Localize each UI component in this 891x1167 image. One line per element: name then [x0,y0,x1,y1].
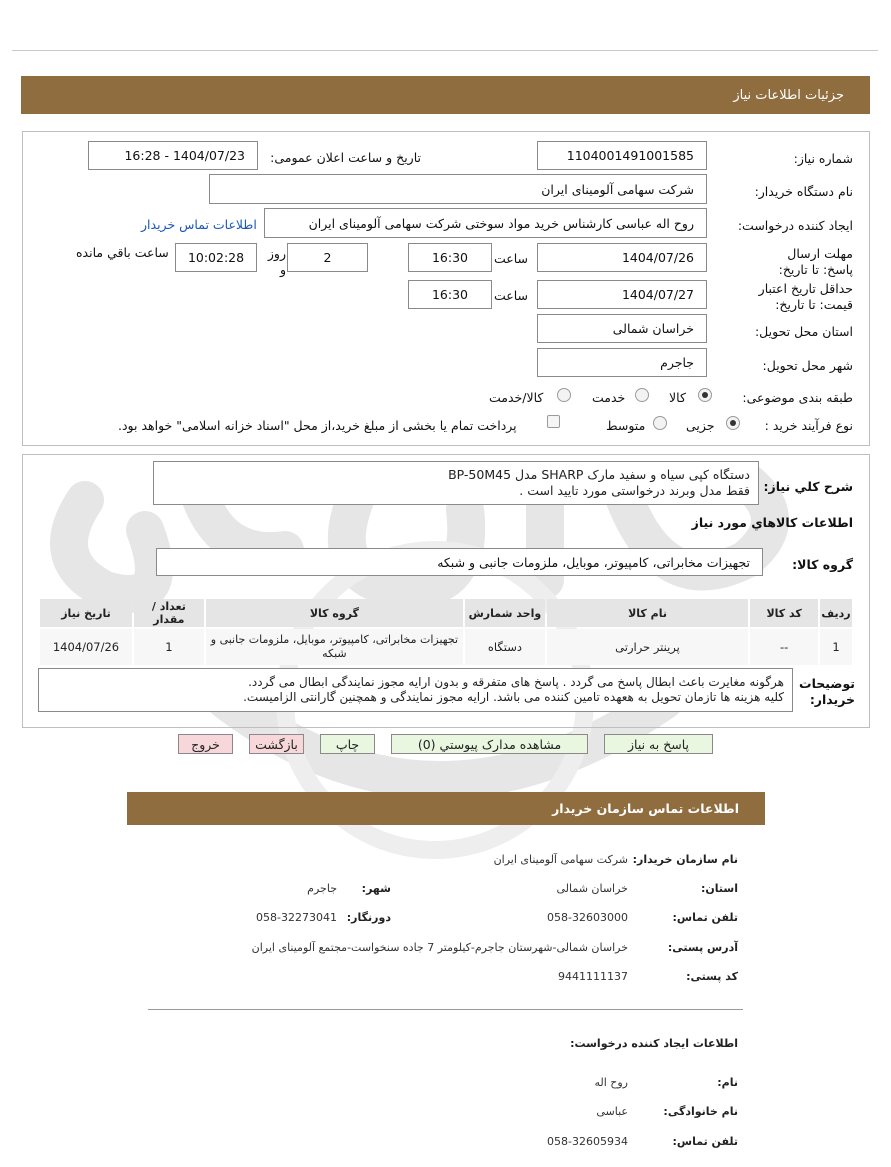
attachments-button[interactable]: مشاهده مدارک پیوستي (0) [391,734,588,754]
contact-city-label: شهر: [361,882,391,895]
validity-time-field: 16:30 [408,280,492,309]
category-label: طبقه بندی موضوعی: [742,390,853,405]
treasury-payment-checkbox[interactable] [547,415,560,428]
contact-org-value: شرکت سهامی آلومینای ایران [493,853,628,866]
buyer-contact-link[interactable]: اطلاعات تماس خریدار [141,217,257,232]
deadline-time-field: 16:30 [408,243,492,272]
col-date: تاريخ نياز [40,599,132,627]
creator-last-name-label: نام خانوادگی: [663,1105,738,1118]
category-service-label: خدمت [592,390,626,405]
contact-city-value: جاجرم [307,882,337,895]
col-index: رديف [820,599,852,627]
contact-province-value: خراسان شمالی [556,882,628,895]
deadline-date-field: 1404/07/26 [537,243,707,272]
col-name: نام کالا [547,599,748,627]
process-label: نوع فرآیند خرید : [764,418,853,433]
cell-unit: دستگاه [465,629,545,665]
category-goods-label: کالا [669,390,686,405]
validity-date-field: 1404/07/27 [537,280,707,309]
treasury-payment-note: پرداخت تمام یا بخشی از مبلغ خرید،از محل "اسناد خزانه اسلامی" خواهد بود. [118,418,517,433]
contact-province-label: استان: [701,882,738,895]
city-label: شهر محل تحویل: [762,358,853,373]
col-unit: واحد شمارش [465,599,545,627]
summary-label: شرح کلي نياز: [763,479,853,494]
notes-line-2: کلیه هزینه ها تازمان تحویل به هعهده تامین کننده می باشد. ارایه مجوز نمایندگی و همچنین گارانتی الزامیست. [243,690,784,704]
creator-first-name-value: روح اله [594,1076,628,1089]
contact-phone-label: تلفن تماس: [672,911,738,924]
category-service-radio[interactable] [635,388,649,402]
process-minor-label: جزیی [686,418,715,433]
goods-section-title: اطلاعات کالاهاي مورد نياز [691,515,853,530]
col-group: گروه کالا [206,599,463,627]
buyer-label: نام دستگاه خریدار: [754,184,853,199]
remaining-time-field: 10:02:28 [175,243,257,272]
contact-postal-label: کد پستی: [686,970,738,983]
page-title: جزئیات اطلاعات نیاز [733,87,844,103]
announce-date-label: تاریخ و ساعت اعلان عمومی: [270,150,421,165]
cell-date: 1404/07/26 [40,629,132,665]
contact-address-label: آدرس پستی: [667,941,738,954]
exit-button[interactable]: خروج [178,734,233,754]
contact-fax-label: دورنگار: [346,911,391,924]
creator-first-name-label: نام: [717,1076,738,1089]
summary-line-1: دستگاه کپی سیاه و سفید مارک SHARP مدل BP-50M45 [448,467,750,482]
cell-index: 1 [820,629,852,665]
process-medium-label: متوسط [606,418,646,433]
creator-label: ایجاد کننده درخواست: [737,218,853,233]
cell-qty: 1 [134,629,204,665]
remaining-days-field: 2 [287,243,368,272]
announce-date-field: 1404/07/23 - 16:28 [88,141,258,170]
notes-line-1: هرگونه مغایرت باعث ابطال پاسخ می گردد . پاسخ های متفرقه و بدون ارایه مجوز نمایندگی ابطال می گردد. [248,675,784,689]
remaining-time-label: ساعت باقي مانده [76,245,169,260]
creator-info-title: اطلاعات ایجاد کننده درخواست: [570,1037,738,1050]
table-header-row [40,599,852,627]
creator-field: روح اله عباسی کارشناس خرید مواد سوختی شرکت سهامی آلومینای ایران [264,208,707,238]
contact-fax-value: 058-32273041 [256,911,337,924]
deadline-label: مهلت ارسال پاسخ: تا تاریخ: [778,246,853,277]
contact-header-title: اطلاعات تماس سازمان خریدار [552,801,739,816]
contact-phone-value: 058-32603000 [547,911,628,924]
reply-button[interactable]: پاسخ به نياز [604,734,713,754]
notes-box [38,668,793,712]
need-number-label: شماره نیاز: [793,151,853,166]
cell-code: -- [750,629,818,665]
category-goods-radio[interactable] [698,388,712,402]
validity-label: حداقل تاریخ اعتبار قیمت: تا تاریخ: [758,281,853,312]
deadline-time-label: ساعت [494,251,529,266]
goods-group-field: تجهیزات مخابراتی، کامپیوتر، موبایل، ملزومات جانبی و شبکه [156,548,763,576]
process-minor-radio[interactable] [726,416,740,430]
cell-group: تجهیزات مخابراتی، کامپیوتر، موبایل، ملزومات جانبی و شبکه [206,629,463,665]
summary-line-2: فقط مدل وبرند درخواستی مورد تایید است . [519,483,750,498]
cell-name: پرینتر حرارتی [547,629,748,665]
city-field: جاجرم [537,348,707,377]
need-number-field: 1104001491001585 [537,141,707,170]
category-both-radio[interactable] [557,388,571,402]
top-divider [12,50,878,51]
creator-last-name-value: عباسی [596,1105,628,1118]
buyer-field: شرکت سهامی آلومینای ایران [209,174,707,204]
notes-label: توضیحات خریدار: [799,676,855,707]
page-header [21,76,870,114]
contact-header [127,792,765,825]
back-button[interactable]: بازگشت [249,734,304,754]
category-both-label: کالا/خدمت [489,390,544,405]
province-field: خراسان شمالی [537,314,707,343]
table-row [40,629,852,665]
creator-phone-value: 058-32605934 [547,1135,628,1148]
col-qty: تعداد / مقدار [134,599,204,627]
contact-org-label: نام سازمان خریدار: [632,853,738,866]
contact-postal-value: 9441111137 [558,970,628,983]
province-label: استان محل تحویل: [754,324,853,339]
days-label: روز و [267,246,286,277]
contact-address-value: خراسان شمالی-شهرستان جاجرم-کیلومتر 7 جاده سنخواست-مجتمع آلومینای ایران [251,941,628,954]
goods-group-label: گروه کالا: [792,557,853,572]
col-code: کد کالا [750,599,818,627]
summary-box [153,461,759,505]
validity-time-label: ساعت [494,288,529,303]
items-table [38,597,854,667]
contact-divider [148,1009,743,1010]
print-button[interactable]: چاپ [320,734,375,754]
process-medium-radio[interactable] [653,416,667,430]
creator-phone-label: تلفن تماس: [672,1135,738,1148]
